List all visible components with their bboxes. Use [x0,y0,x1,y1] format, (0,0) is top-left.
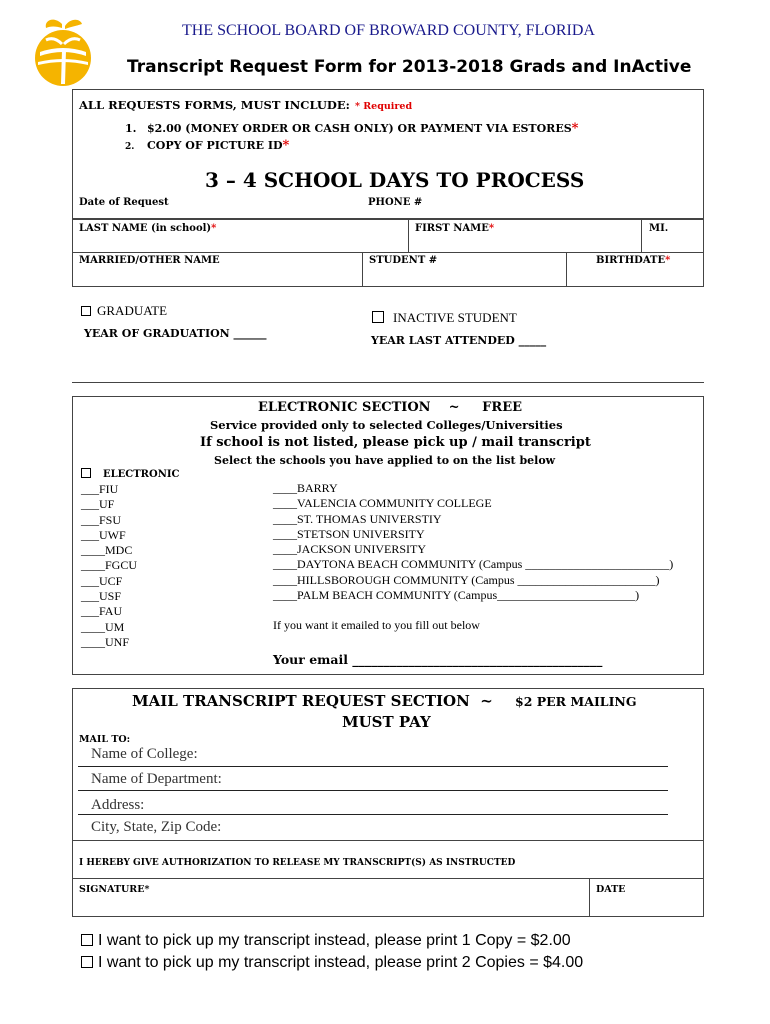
school-option[interactable]: ____HILLSBOROUGH COMMUNITY (Campus _______________________) [273,572,660,587]
electronic-notice: If school is not listed, please pick up / mail transcript [200,435,591,450]
first-name-label: FIRST NAME* [415,223,495,234]
electronic-subtitle: Service provided only to selected Colleges/Universities [210,418,563,432]
inactive-checkbox[interactable] [372,311,384,323]
school-option[interactable]: ____VALENCIA COMMUNITY COLLEGE [273,496,492,511]
required-note: * Required [355,101,413,112]
pickup-option-two-copies[interactable]: I want to pick up my transcript instead, please print 2 Copies = $4.00 [81,954,583,972]
birthdate-label: BIRTHDATE* [596,255,671,266]
requirements-heading: ALL REQUESTS FORMS, MUST INCLUDE: * Required [79,98,413,112]
school-option[interactable]: ___FIU [81,482,119,496]
mail-to-label: MAIL TO: [79,734,131,745]
school-option[interactable]: ___FSU [81,512,122,527]
electronic-title: ELECTRONIC SECTION ~ FREE [258,400,523,415]
phone-label: PHONE # [368,197,423,208]
electronic-option[interactable]: ELECTRONIC [81,468,179,480]
date-of-request-label: Date of Request [79,197,169,208]
graduate-option[interactable]: GRADUATE [81,303,167,319]
school-option[interactable]: ___UF [81,497,115,512]
school-option[interactable]: ___FAU [81,604,123,619]
school-option[interactable]: ___UWF [81,527,126,542]
pickup-option-one-copy[interactable]: I want to pick up my transcript instead, please print 1 Copy = $2.00 [81,932,571,950]
school-option[interactable]: ____JACKSON UNIVERSITY [273,542,427,557]
requirement-item: 2. COPY OF PICTURE ID* [125,138,290,153]
address-field[interactable]: Address: [91,797,145,813]
school-option[interactable]: ___USF [81,589,122,604]
school-option[interactable]: ____UNF [81,634,130,649]
mi-label: MI. [649,223,669,234]
board-name: THE SCHOOL BOARD OF BROWARD COUNTY, FLORIDA [182,22,595,39]
last-name-label: LAST NAME (in school)* [79,223,217,234]
school-option[interactable]: ____BARRY [273,481,338,495]
form-title: Transcript Request Form for 2013-2018 Grads and InActive [127,57,692,77]
signature-field[interactable]: SIGNATURE* [79,884,150,895]
right-school-list [273,481,673,603]
email-field[interactable]: Your email ________________________________________ [273,652,603,667]
pickup-two-copies-checkbox[interactable] [81,956,93,968]
department-name-field[interactable]: Name of Department: [91,771,222,787]
city-state-zip-field[interactable]: City, State, Zip Code: [91,819,222,835]
year-last-attended-field[interactable]: YEAR LAST ATTENDED _____ [371,334,547,347]
married-name-label: MARRIED/OTHER NAME [79,255,220,266]
mail-fee: $2 PER MAILING [515,694,637,709]
school-option[interactable]: ____FGCU [81,558,138,573]
school-board-logo [32,14,94,90]
date-field[interactable]: DATE [596,884,626,895]
inactive-option[interactable]: INACTIVE STUDENT [372,310,517,326]
school-option[interactable]: ____UM [81,619,125,634]
must-pay: MUST PAY [342,713,431,731]
school-option[interactable]: ___UCF [81,573,123,588]
college-name-field[interactable]: Name of College: [91,746,198,762]
school-option[interactable]: ____DAYTONA BEACH COMMUNITY (Campus ________________________) [273,557,674,572]
electronic-checkbox[interactable] [81,468,91,478]
authorization-statement: I HEREBY GIVE AUTHORIZATION TO RELEASE MY TRANSCRIPT(S) AS INSTRUCTED [79,858,516,868]
processing-time: 3 – 4 SCHOOL DAYS TO PROCESS [205,168,585,192]
school-option[interactable]: ____STETSON UNIVERSITY [273,526,425,541]
requirement-item: 1. $2.00 (MONEY ORDER OR CASH ONLY) OR PAYMENT VIA ESTORES* [125,121,579,136]
student-number-label: STUDENT # [369,255,438,266]
school-option[interactable]: ____MDC [81,543,133,558]
graduate-checkbox[interactable] [81,306,91,316]
electronic-instruction: Select the schools you have applied to on the list below [214,454,556,467]
mail-title: MAIL TRANSCRIPT REQUEST SECTION ~ [132,692,493,710]
email-note: If you want it emailed to you fill out below [273,618,480,632]
pickup-one-copy-checkbox[interactable] [81,934,93,946]
year-of-graduation-field[interactable]: YEAR OF GRADUATION ______ [84,327,267,340]
left-school-list [81,482,137,650]
school-option[interactable]: ____ST. THOMAS UNIVERSTIY [273,511,442,526]
school-option[interactable]: ____PALM BEACH COMMUNITY (Campus_______________________) [273,588,640,603]
